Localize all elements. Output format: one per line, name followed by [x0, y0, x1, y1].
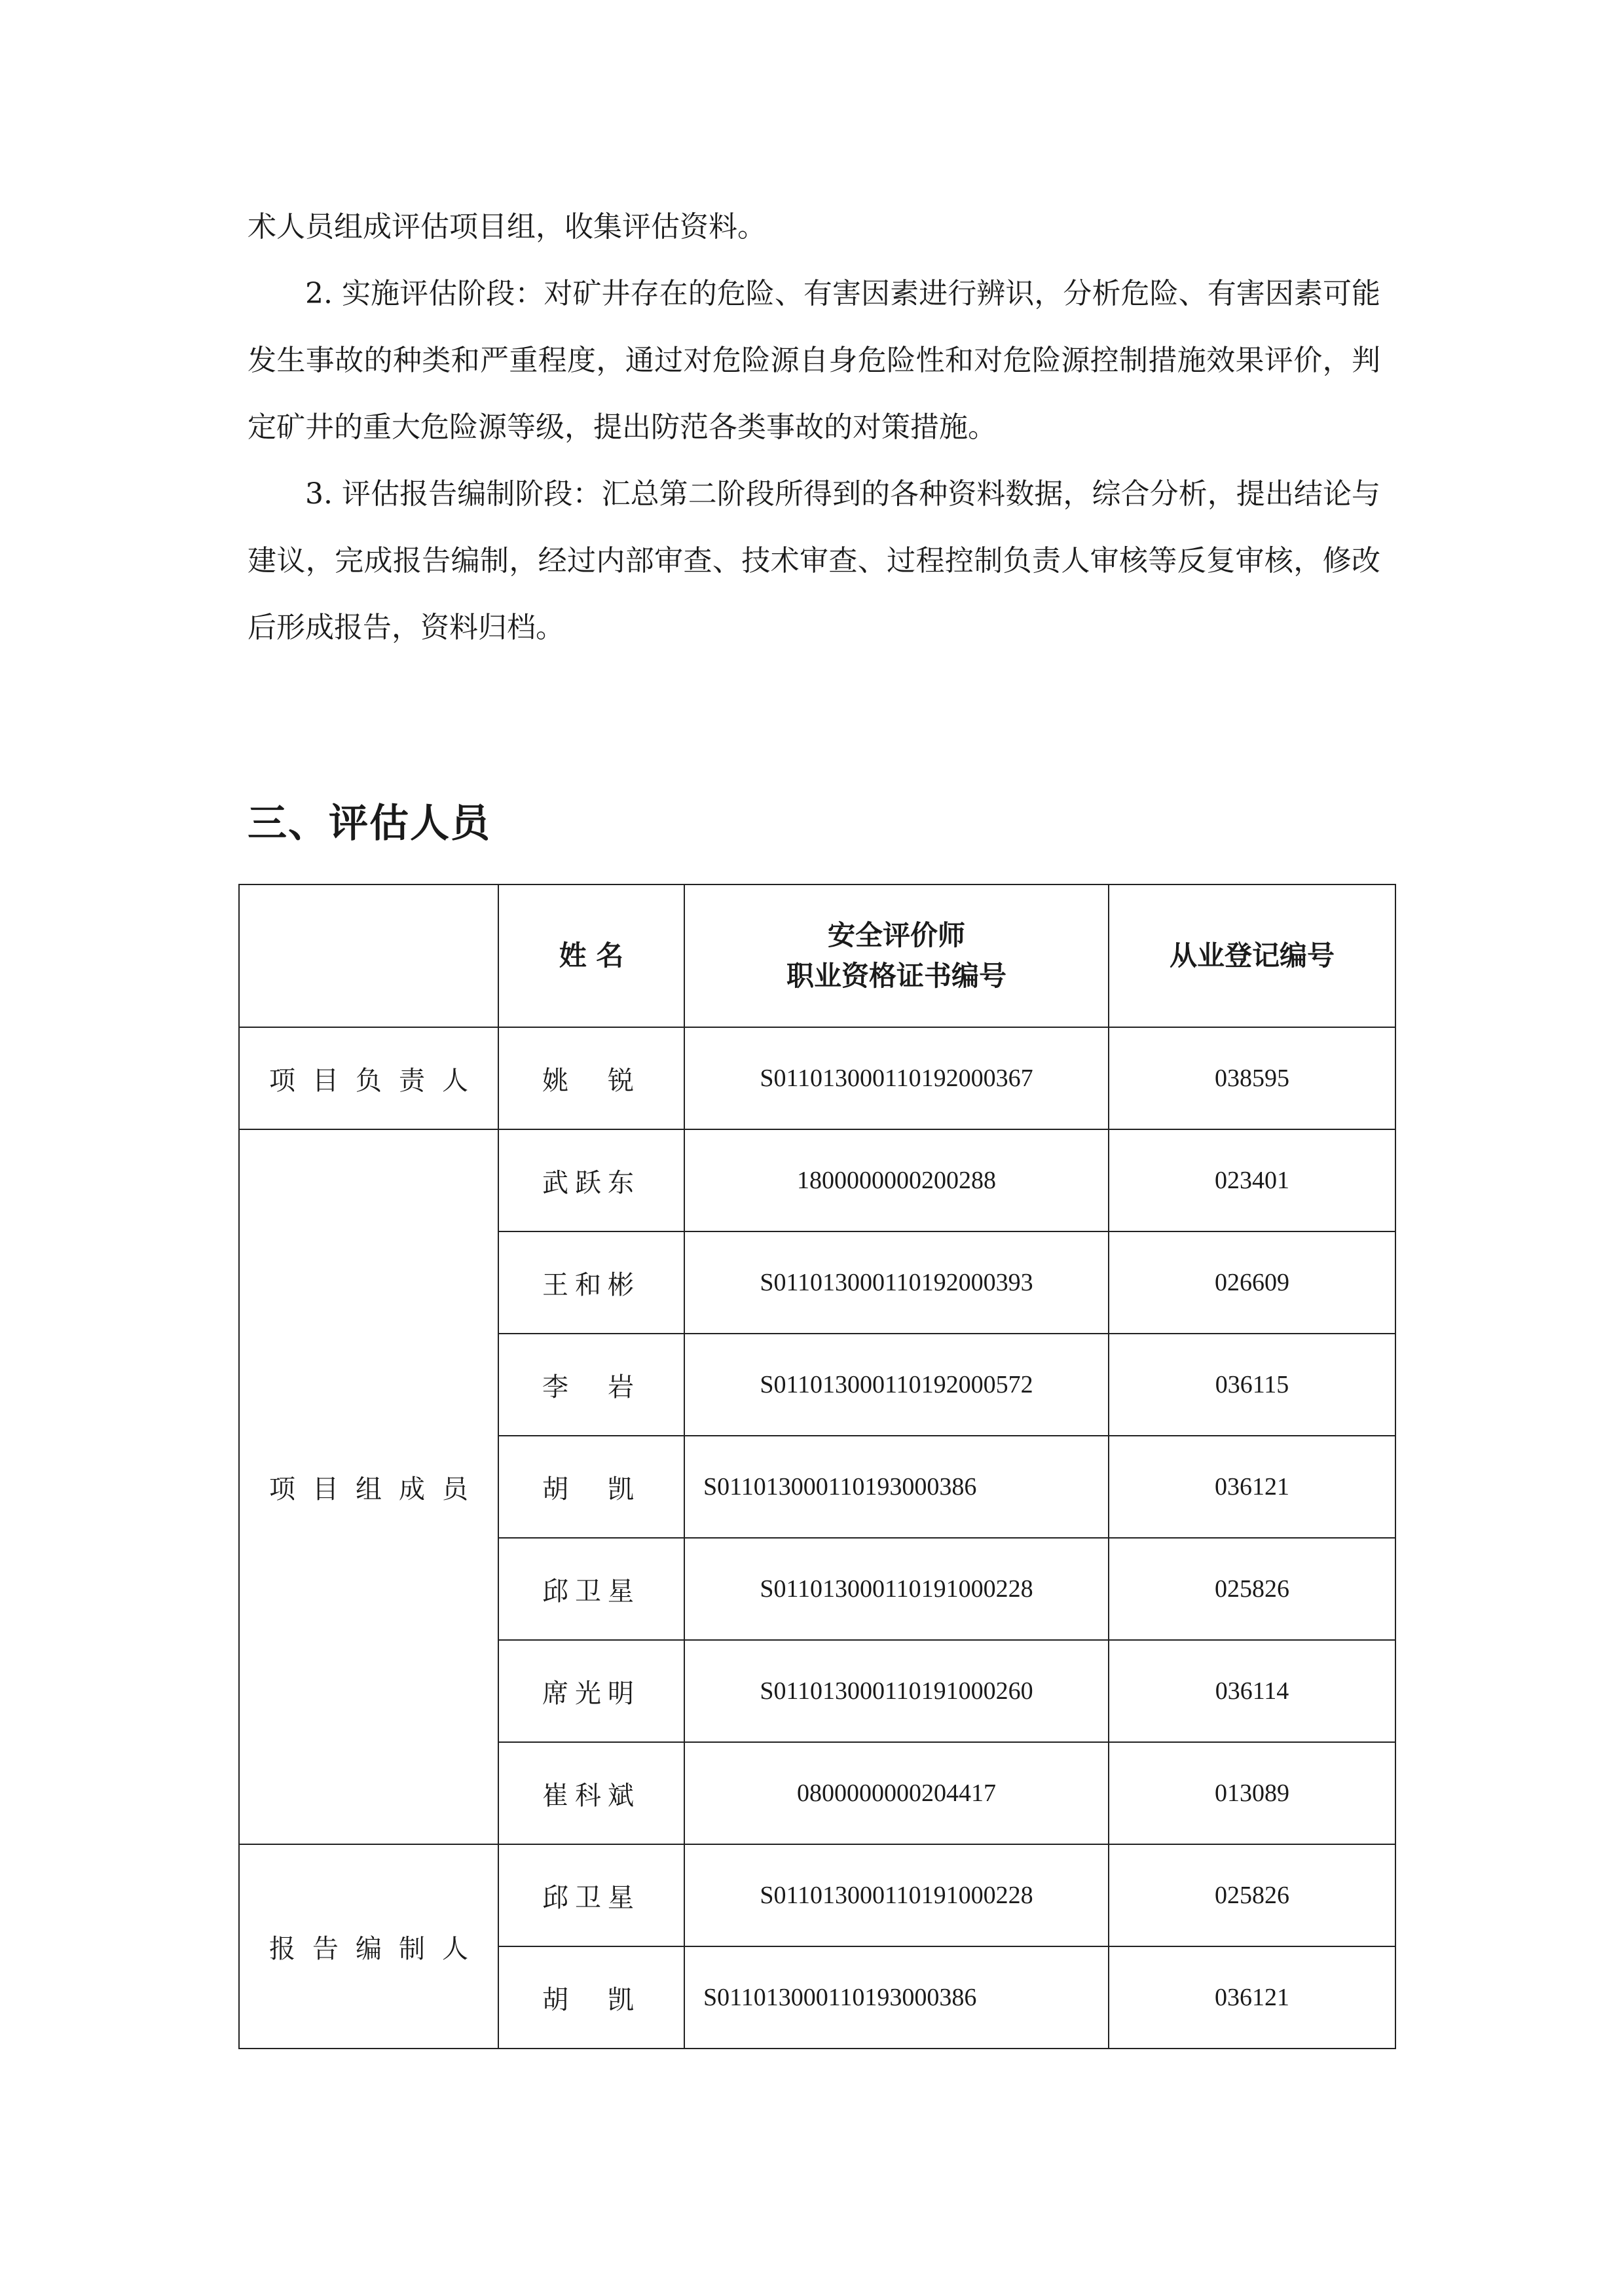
table-row	[239, 1129, 1395, 1231]
cert-cell: S011013000110191000260	[684, 1640, 1109, 1742]
table-row	[239, 1027, 1395, 1129]
role-cell: 报告编制人	[239, 1844, 498, 2049]
reg-cell: 025826	[1109, 1844, 1395, 1946]
reg-cell: 026609	[1109, 1231, 1395, 1334]
header-cert-line2: 职业资格证书编号	[786, 960, 1006, 992]
reg-cell: 038595	[1109, 1027, 1395, 1129]
name-cell: 胡 凯	[498, 1946, 684, 2049]
personnel-table	[238, 884, 1396, 2049]
reg-cell: 036114	[1109, 1640, 1395, 1742]
name-cell: 邱卫星	[498, 1538, 684, 1640]
cert-cell: S011013000110192000572	[684, 1334, 1109, 1436]
reg-cell: 036115	[1109, 1334, 1395, 1436]
header-role	[239, 884, 498, 1027]
name-cell: 邱卫星	[498, 1844, 684, 1946]
reg-cell: 036121	[1109, 1946, 1395, 2049]
cert-cell: 1800000000200288	[684, 1129, 1109, 1231]
role-cell: 项目组成员	[239, 1129, 498, 1844]
reg-cell: 025826	[1109, 1538, 1395, 1640]
header-reg: 从业登记编号	[1109, 884, 1395, 1027]
name-cell: 胡 凯	[498, 1436, 684, 1538]
name-cell: 李 岩	[498, 1334, 684, 1436]
name-cell: 席光明	[498, 1640, 684, 1742]
paragraph-3: 3. 评估报告编制阶段：汇总第二阶段所得到的各种资料数据，综合分析，提出结论与建议，完成报告编制，经过内部审查、技术审查、过程控制负责人审核等反复审核，修改后形成报告，资料归档。	[248, 477, 1380, 644]
role-cell: 项目负责人	[239, 1027, 498, 1129]
cert-cell: 0800000000204417	[684, 1742, 1109, 1844]
cert-cell: S011013000110192000393	[684, 1231, 1109, 1334]
header-cert-line1: 安全评价师	[827, 919, 965, 951]
cert-cell: S011013000110191000228	[684, 1538, 1109, 1640]
name-cell: 武跃东	[498, 1129, 684, 1231]
name-cell: 王和彬	[498, 1231, 684, 1334]
reg-cell: 036121	[1109, 1436, 1395, 1538]
cert-cell: S011013000110191000228	[684, 1844, 1109, 1946]
name-cell: 崔科斌	[498, 1742, 684, 1844]
name-cell: 姚 锐	[498, 1027, 684, 1129]
paragraph-1: 术人员组成评估项目组，收集评估资料。	[248, 210, 766, 244]
cert-cell: S011013000110192000367	[684, 1027, 1109, 1129]
table-header-row	[239, 884, 1395, 1027]
reg-cell: 023401	[1109, 1129, 1395, 1231]
header-cert	[684, 884, 1109, 1027]
header-name: 姓 名	[498, 884, 684, 1027]
cert-cell: S011013000110193000386	[684, 1436, 1109, 1538]
table-row	[239, 1844, 1395, 1946]
reg-cell: 013089	[1109, 1742, 1395, 1844]
paragraph-2: 2. 实施评估阶段：对矿井存在的危险、有害因素进行辨识，分析危险、有害因素可能发生事故的种类和严重程度，通过对危险源自身危险性和对危险源控制措施效果评价，判定矿井的重大危险源等级，提出防范各类事故的对策措施。	[248, 277, 1380, 444]
section-heading: 三、评估人员	[248, 801, 491, 847]
cert-cell: S011013000110193000386	[684, 1946, 1109, 2049]
